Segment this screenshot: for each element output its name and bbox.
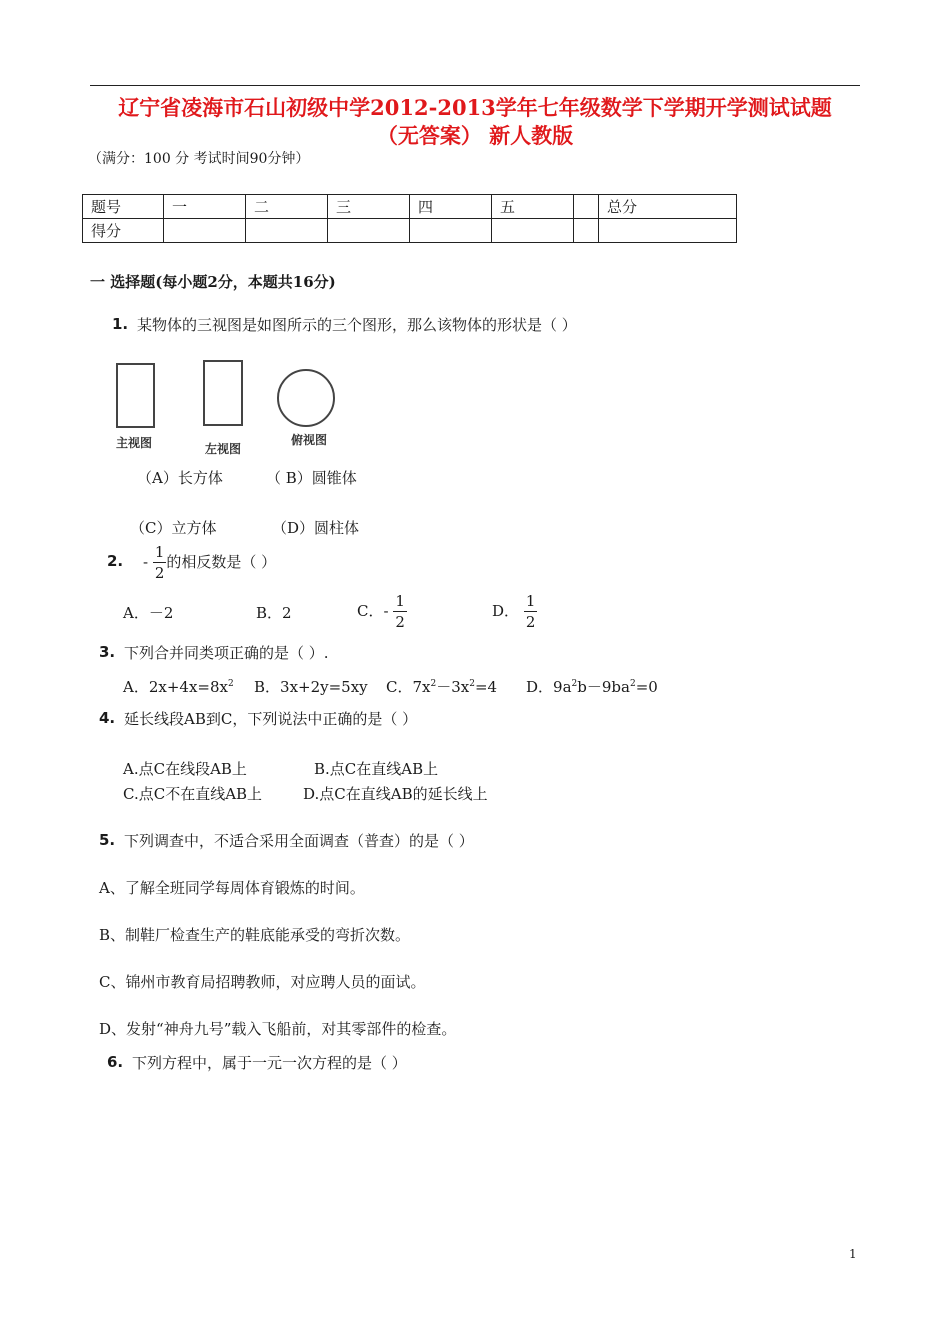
score-table-header-row bbox=[83, 195, 737, 219]
score-cell: 总分 bbox=[599, 195, 737, 219]
q1-number: 1. bbox=[112, 315, 129, 333]
score-cell: 三 bbox=[328, 195, 410, 219]
score-cell: 二 bbox=[246, 195, 328, 219]
score-table bbox=[82, 194, 737, 243]
q2-c-den: 2 bbox=[395, 613, 405, 631]
page-number: 1 bbox=[849, 1247, 857, 1261]
side-view-rect bbox=[204, 361, 242, 425]
score-cell bbox=[164, 219, 246, 243]
q2-fraction bbox=[153, 545, 167, 581]
q5-option-c: C、锦州市教育局招聘教师，对应聘人员的面试。 bbox=[99, 973, 426, 991]
q3-option-d-part: b－9ba bbox=[577, 678, 630, 696]
q4-number: 4. bbox=[99, 709, 116, 727]
q3-option-c bbox=[386, 676, 497, 697]
score-cell bbox=[410, 219, 492, 243]
q3-option-a-exponent: 2 bbox=[227, 679, 234, 689]
q1-option-a: （A）长方体 bbox=[137, 469, 223, 487]
side-view-label: 左视图 bbox=[205, 442, 242, 456]
q3-option-a-text: A．2x+4x=8x bbox=[123, 678, 228, 696]
q2-frac-num: 1 bbox=[154, 543, 165, 561]
q3-stem: 下列合并同类项正确的是（ ）. bbox=[124, 644, 329, 662]
score-cell: 一 bbox=[164, 195, 246, 219]
q2-d-num: 1 bbox=[525, 592, 536, 610]
score-cell bbox=[599, 219, 737, 243]
score-cell bbox=[328, 219, 410, 243]
score-cell bbox=[246, 219, 328, 243]
q4-option-c: C.点C不在直线AB上 bbox=[123, 785, 263, 803]
q2-option-d-fraction bbox=[524, 594, 538, 630]
top-view-circle bbox=[278, 370, 334, 426]
q2-d-den: 2 bbox=[525, 613, 536, 631]
q3-option-d-part: =0 bbox=[635, 678, 658, 696]
q3-option-a bbox=[123, 676, 234, 697]
q2-minus: - bbox=[143, 553, 149, 571]
q1-option-d: （D）圆柱体 bbox=[272, 519, 360, 537]
front-view-label: 主视图 bbox=[116, 436, 153, 450]
top-view-label: 俯视图 bbox=[291, 433, 328, 447]
score-cell: 题号 bbox=[83, 195, 164, 219]
q1-option-c: （C）立方体 bbox=[130, 519, 217, 537]
q2-option-d bbox=[492, 594, 537, 630]
q3-option-d-exponent: 2 bbox=[571, 679, 578, 689]
score-table-score-row bbox=[83, 219, 737, 243]
q3-option-c-exponent: 2 bbox=[430, 679, 437, 689]
q5-stem: 下列调查中，不适合采用全面调查（普查）的是（ ） bbox=[124, 832, 474, 850]
q5-number: 5. bbox=[99, 831, 116, 849]
title-line-2: （无答案） 新人教版 bbox=[376, 123, 574, 148]
score-cell bbox=[492, 219, 574, 243]
q3-option-d-part: D．9a bbox=[526, 678, 572, 696]
q2-c-num: 1 bbox=[395, 592, 405, 610]
score-cell: 四 bbox=[410, 195, 492, 219]
q2-number: 2. bbox=[107, 552, 124, 570]
q2-option-c-fraction bbox=[393, 594, 407, 630]
q2-option-b: B．2 bbox=[256, 604, 292, 622]
q4-stem: 延长线段AB到C，下列说法中正确的是（ ） bbox=[124, 710, 418, 728]
q2-stem-tail: 的相反数是（ ） bbox=[166, 553, 277, 571]
front-view-rect bbox=[117, 364, 154, 427]
score-cell: 得分 bbox=[83, 219, 164, 243]
q1-stem: 某物体的三视图是如图所示的三个图形，那么该物体的形状是（ ） bbox=[137, 316, 577, 334]
q5-option-b: B、制鞋厂检查生产的鞋底能承受的弯折次数。 bbox=[99, 926, 411, 944]
q2-option-d-prefix: D． bbox=[492, 602, 520, 620]
q3-option-b: B．3x+2y=5xy bbox=[254, 678, 368, 696]
section-1-heading: 一 选择题(每小题2分，本题共16分) bbox=[90, 273, 336, 291]
q6-number: 6. bbox=[107, 1053, 124, 1071]
q6-stem: 下列方程中，属于一元一次方程的是（ ） bbox=[132, 1054, 407, 1072]
q2-frac-den: 2 bbox=[154, 564, 165, 582]
score-cell bbox=[574, 195, 599, 219]
score-cell bbox=[574, 219, 599, 243]
q2-option-c bbox=[357, 594, 407, 630]
q2-option-a: A．－2 bbox=[123, 604, 174, 622]
header-rule bbox=[90, 85, 860, 86]
q4-option-b: B.点C在直线AB上 bbox=[314, 760, 439, 778]
q3-option-d-exponent: 2 bbox=[629, 679, 636, 689]
q5-option-d: D、发射“神舟九号”载入飞船前，对其零部件的检查。 bbox=[99, 1020, 457, 1038]
q3-option-c-part: =4 bbox=[474, 678, 498, 696]
q3-number: 3. bbox=[99, 643, 116, 661]
q2-expression bbox=[143, 545, 276, 581]
score-cell: 五 bbox=[492, 195, 574, 219]
q3-option-c-exponent: 2 bbox=[469, 679, 475, 689]
exam-info: （满分：100 分 考试时间90分钟） bbox=[88, 151, 310, 167]
q1-option-b: （ B）圆锥体 bbox=[266, 469, 357, 487]
q4-option-a: A.点C在线段AB上 bbox=[123, 760, 247, 778]
q2-option-c-prefix: C．- bbox=[357, 602, 389, 620]
q3-option-c-part: C．7x bbox=[386, 678, 431, 696]
q3-option-d bbox=[526, 676, 658, 697]
q5-option-a: A、了解全班同学每周体育锻炼的时间。 bbox=[99, 879, 365, 897]
title-line-1: 辽宁省凌海市石山初级中学2012-2013学年七年级数学下学期开学测试试题 bbox=[118, 95, 832, 120]
q4-option-d: D.点C在直线AB的延长线上 bbox=[303, 785, 488, 803]
q3-option-c-part: －3x bbox=[436, 678, 470, 696]
